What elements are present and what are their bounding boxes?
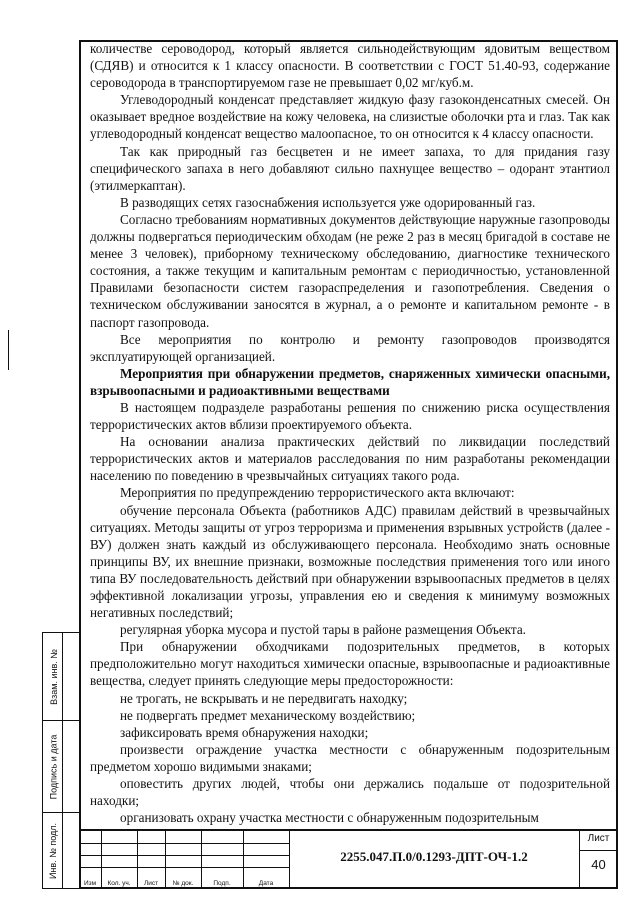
paragraph: Так как природный газ бесцветен и не имеет запаха, то для придания газу специфического запаха в него добавляют сильно пахнущее вещество – одорант этантиол (этилмеркаптан).: [90, 143, 610, 193]
sheet-number: 40: [591, 857, 606, 872]
paragraph: Согласно требованиям нормативных документов действующие наружные газопроводы должны подвергаться периодическим обходам (не реже 2 раз в месяц бригадой в составе не менее 3 человек), приборному техническому обследованию, диагностике технического состояния, а также текущим и капитальным ремонтам с периодичностью, установленной Правилами безопасности систем газораспределения и газопотребления. Сведения о техническом обслуживании заносятся в журнал, а о ремонте и капитальном ремонте - в паспорт газопровода.: [90, 211, 610, 330]
col-n-dok: № док.: [172, 880, 194, 887]
list-item: зафиксировать время обнаружения находки;: [120, 724, 369, 740]
col-list: Лист: [143, 880, 159, 887]
section-heading: Мероприятия при обнаружении предметов, снаряженных химически опасными, взрывоопасными и радиоактивными веществами: [90, 365, 610, 398]
title-block: [79, 829, 618, 889]
paragraph: Все мероприятия по контролю и ремонту газопроводов производятся эксплуатирующей организацией.: [90, 331, 610, 364]
list-item: не трогать, не вскрывать и не передвигать находку;: [120, 690, 408, 706]
side-label-podpis-data: Подпись и дата: [48, 734, 59, 799]
side-label-vzam-inv: Взам. инв. №: [48, 648, 59, 705]
col-data: Дата: [258, 880, 274, 887]
list-item: оповестить других людей, чтобы они держались подальше от подозрительной находки;: [90, 776, 610, 809]
paragraph: Углеводородный конденсат представляет жидкую фазу газоконденсатных смесей. Он оказывает вредное воздействие на кожу человека, на слизистые оболочки рта и глаз. Так как углеводородный конденсат вещество малоопасное, то он относится к 4 классу опасности.: [90, 92, 610, 142]
paragraph: обучение персонала Объекта (работников АДС) правилам действий в чрезвычайных ситуациях. Методы защиты от угроз терроризма и применения взрывных устройств (далее - ВУ) должен знать каждый из обслуживающего персонала. Необходимо знать основные принципы ВУ, их внешние признаки, возможные последствия применения того или иного типа ВУ последовательность действий при обнаружении взрывоопасных предметов в целях эффективной локализации угрозы, управления ею и сведения к минимуму возможных негативных последствий;: [90, 502, 610, 621]
col-kol-uch: Кол. уч.: [107, 880, 131, 887]
list-item: произвести ограждение участка местности с обнаруженным подозрительным предметом хорошо видимыми знаками;: [90, 741, 610, 774]
paragraph: В настоящем подразделе разработаны решения по снижению риска осуществления террористических актов вблизи проектируемого объекта.: [90, 399, 610, 433]
paragraph: При обнаружении обходчиками подозрительных предметов, в которых предположительно могут находиться химически опасные, взрывоопасные и радиоактивные вещества, следует принять следующие меры предосторожности:: [90, 639, 610, 689]
col-izm: Изм: [83, 880, 97, 887]
paragraph: количестве сероводород, который является сильнодействующим ядовитым веществом (СДЯВ) и относится к 1 классу опасности. В соответствии с ГОСТ 51.40-93, содержание сероводорода в транспортируемом газе не превышает 0,02 мг/куб.м.: [90, 41, 610, 91]
list-item: не подвергать предмет механическому воздействию;: [120, 707, 416, 723]
paragraph: регулярная уборка мусора и пустой тары в районе размещения Объекта.: [120, 622, 526, 638]
margin-mark: [8, 330, 9, 370]
paragraph: Мероприятия по предупреждению террористического акта включают:: [120, 485, 515, 501]
body-text: [90, 40, 610, 826]
list-item: организовать охрану участка местности с обнаруженным подозрительным: [120, 810, 539, 826]
side-field-podpis-data: [42, 720, 79, 812]
sheet-label: Лист: [587, 833, 610, 844]
paragraph: На основании анализа практических действий по ликвидации последствий террористических актов и материалов расследования по ним разработаны рекомендации населению по поведению в чрезвычайных ситуациях такого рода.: [90, 434, 610, 484]
col-podp: Подп.: [213, 880, 231, 887]
side-field-inv-podl: [42, 812, 79, 889]
side-label-inv-podl: Инв. № подл.: [48, 822, 59, 880]
side-field-vzam-inv: [42, 632, 79, 720]
paragraph: В разводящих сетях газоснабжения используется уже одорированный газ.: [120, 194, 536, 210]
document-code: 2255.047.П.0/0.1293-ДПТ-ОЧ-1.2: [340, 849, 528, 864]
